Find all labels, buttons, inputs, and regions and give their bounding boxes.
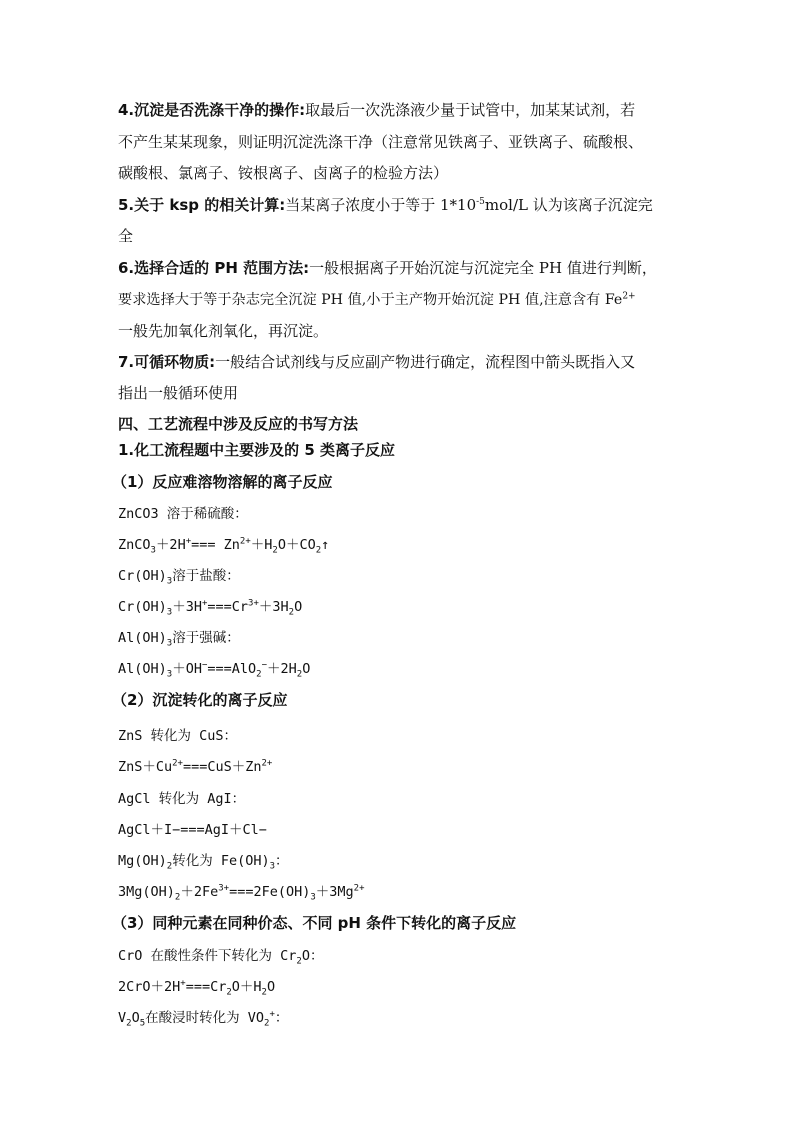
- eq-sup: 3+: [248, 598, 259, 609]
- eq-sup: +: [180, 978, 186, 989]
- section-4-line-2: 不产生某某现象，则证明沉淀洗涤干净（注意常见铁离子、亚铁离子、硫酸根、: [118, 133, 644, 151]
- eq-sup: +: [185, 536, 192, 547]
- part-four-title: 四、工艺流程中涉及反应的书写方法: [118, 415, 359, 433]
- equation-3: [118, 659, 310, 679]
- desc-sub: 2: [296, 956, 302, 967]
- category-3-heading: （3）同种元素在同种价态、不同 pH 条件下转化的离子反应: [112, 914, 517, 932]
- eq-part: ＋3Mg: [315, 884, 354, 900]
- eq-part: ＋3H: [258, 599, 289, 615]
- desc-sub: 2: [126, 1018, 132, 1029]
- section-5-text-b: mol/L 认为该离子沉淀完: [484, 196, 653, 214]
- desc-part: 溶于盐酸：: [172, 568, 240, 584]
- equation-2: [118, 597, 302, 617]
- eq-sup: −: [201, 660, 208, 671]
- section-5-text-a: 当某离子浓度小于等于 1*10: [285, 196, 477, 214]
- equation-4: [118, 757, 272, 777]
- eq-part: O: [266, 979, 276, 995]
- desc-part: V: [118, 1010, 127, 1026]
- equation-1: [118, 535, 329, 555]
- eq-part: ZnS＋Cu: [118, 759, 173, 775]
- section-6-text-2: 要求选择大于等于杂志完全沉淀 PH 值,小于主产物开始沉淀 PH 值,注意含有 Fe: [118, 292, 623, 308]
- desc-sup: +: [269, 1009, 275, 1020]
- section-6-line-2: [118, 290, 636, 310]
- desc-part: ：: [274, 1010, 289, 1026]
- section-4-text: 取最后一次洗涤液少量于试管中，加某某试剂，若: [305, 101, 636, 119]
- eq-part: ===AlO: [207, 661, 257, 677]
- desc-sub: 3: [269, 861, 276, 872]
- eq-sub: 2: [261, 987, 267, 998]
- eq-part: ===2Fe(OH): [229, 884, 311, 900]
- eq-sup: 2+: [261, 758, 273, 769]
- eq-sub: 2: [256, 669, 262, 680]
- eq-sub: 2: [226, 987, 232, 998]
- eq-part: ===CuS＋Zn: [182, 759, 262, 775]
- section-7-heading: 7.可循环物质:: [118, 353, 216, 371]
- section-7-text: 一般结合试剂线与反应副产物进行确定，流程图中箭头既指入又: [215, 353, 636, 371]
- eq-sub: 2: [315, 545, 322, 556]
- section-5-line-2: 全: [118, 227, 134, 245]
- eq-sub: 3: [310, 892, 316, 903]
- reaction-4-description: ZnS 转化为 CuS：: [118, 728, 238, 744]
- reaction-3-description: [118, 628, 240, 648]
- category-2-heading: （2）沉淀转化的离子反应: [112, 691, 288, 709]
- eq-sup: 2+: [172, 758, 183, 769]
- desc-part: Al(OH): [118, 630, 167, 646]
- desc-sub: 2: [264, 1018, 270, 1029]
- reaction-2-description: [118, 566, 240, 586]
- eq-sup: −: [261, 660, 268, 671]
- section-5-exponent: -5: [476, 197, 485, 207]
- desc-part: CrO 在酸性条件下转化为 Cr: [118, 948, 297, 964]
- reaction-8-description: [118, 1008, 288, 1028]
- equation-5: AgCl＋I−===AgI＋Cl−: [118, 822, 267, 838]
- section-6-text: 一般根据离子开始沉淀与沉淀完全 PH 值进行判断，: [309, 259, 657, 277]
- section-5-heading: 5.关于 ksp 的相关计算:: [118, 196, 286, 214]
- section-4-heading: 4.沉淀是否洗涤干净的操作:: [118, 101, 306, 119]
- eq-part: ===Cr: [185, 979, 227, 995]
- desc-part: Mg(OH): [118, 853, 167, 869]
- eq-sub: 2: [174, 892, 181, 903]
- eq-part: O＋CO: [277, 537, 316, 553]
- eq-part: Al(OH): [118, 661, 167, 677]
- eq-part: O: [294, 599, 303, 615]
- desc-sub: 5: [139, 1018, 146, 1029]
- section-4-line-1: [118, 100, 635, 120]
- equation-7: [118, 977, 275, 997]
- eq-sub: 3: [150, 545, 156, 556]
- eq-part: ZnCO: [118, 537, 151, 553]
- section-4-line-3: 碳酸根、氯离子、铵根离子、卤离子的检验方法）: [118, 164, 449, 182]
- desc-part: O：: [301, 948, 324, 964]
- eq-part: ＋3H: [172, 599, 202, 615]
- reaction-7-description: [118, 946, 323, 966]
- eq-part: 3Mg(OH): [118, 884, 175, 900]
- category-1-heading: （1）反应难溶物溶解的离子反应: [112, 473, 333, 491]
- eq-sup: 2+: [353, 883, 365, 894]
- equation-6: [118, 882, 365, 902]
- reaction-6-description: [118, 851, 289, 871]
- desc-sub: 2: [166, 861, 173, 872]
- eq-part: ＋OH: [172, 661, 202, 677]
- section-6-superscript: 2+: [622, 291, 636, 302]
- section-7-line-2: 指出一般循环使用: [118, 384, 239, 402]
- desc-part: ：: [275, 853, 289, 869]
- eq-part: 2CrO＋2H: [118, 979, 181, 995]
- desc-part: Cr(OH): [118, 568, 167, 584]
- eq-part: O＋H: [231, 979, 262, 995]
- desc-part: O: [131, 1010, 140, 1026]
- eq-part: ＋2H: [267, 661, 297, 677]
- section-6-line-1: [118, 258, 657, 278]
- eq-sup: +: [201, 598, 208, 609]
- eq-part: ＋2H: [155, 537, 186, 553]
- eq-part: === Zn: [191, 537, 240, 553]
- eq-sup: 2+: [239, 536, 251, 547]
- section-5-line-1: [118, 195, 653, 215]
- eq-part: ===Cr: [207, 599, 249, 615]
- eq-sub: 2: [296, 669, 303, 680]
- eq-sub: 2: [272, 545, 278, 556]
- eq-part: ＋2Fe: [180, 884, 219, 900]
- eq-part: Cr(OH): [118, 599, 167, 615]
- reaction-1-description: ZnCO3 溶于稀硫酸：: [118, 506, 248, 522]
- part-four-subtitle: 1.化工流程题中主要涉及的 5 类离子反应: [118, 441, 396, 459]
- eq-part: ↑: [321, 537, 330, 553]
- eq-sub: 3: [166, 607, 173, 618]
- eq-sub: 2: [288, 607, 295, 618]
- eq-sup: 3+: [218, 883, 230, 894]
- desc-part: 溶于强碱：: [172, 630, 240, 646]
- section-7-line-1: [118, 352, 635, 372]
- eq-sub: 3: [166, 669, 173, 680]
- desc-part: 转化为 Fe(OH): [172, 853, 270, 869]
- reaction-5-description: AgCl 转化为 AgI：: [118, 791, 246, 807]
- eq-part: O: [302, 661, 311, 677]
- desc-sub: 3: [166, 638, 173, 649]
- desc-sub: 3: [166, 576, 173, 587]
- section-6-heading: 6.选择合适的 PH 范围方法:: [118, 259, 310, 277]
- desc-part: 在酸浸时转化为 VO: [145, 1010, 265, 1026]
- eq-part: ＋H: [250, 537, 273, 553]
- section-6-line-3: 一般先加氧化剂氧化，再沉淀。: [118, 322, 329, 340]
